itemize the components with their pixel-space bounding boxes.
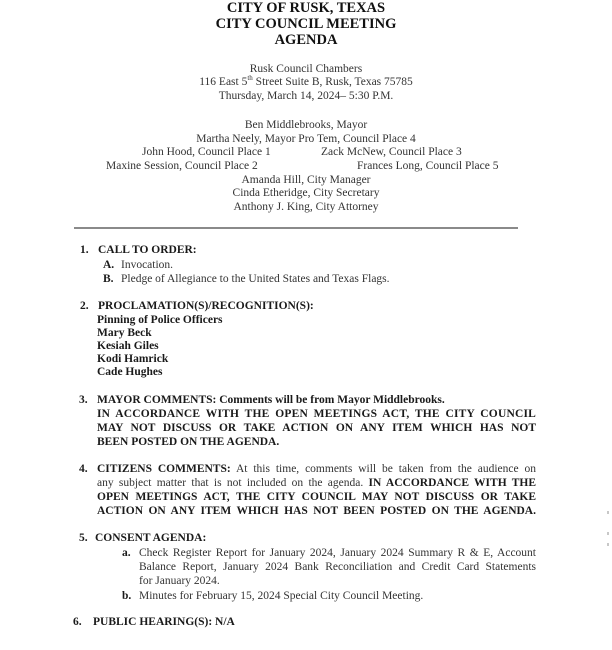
document-title-line-1: CITY OF RUSK, TEXAS: [226, 0, 386, 16]
item-4-line-3: OPEN MEETINGS ACT, THE CITY COUNCIL MAY NOT DISCUSS OR TAKE: [97, 491, 536, 503]
item-3-notice-line-3: BEEN POSTED ON THE AGENDA.: [97, 436, 280, 448]
scan-mark: [607, 543, 609, 546]
official-city-secretary: Cinda Etheridge, City Secretary: [232, 187, 380, 199]
item-4-number: 4.: [79, 463, 88, 475]
official-city-attorney: Anthony J. King, City Attorney: [233, 201, 379, 213]
item-3-heading-line: [97, 394, 445, 408]
official-place-1: John Hood, Council Place 1: [142, 146, 271, 158]
item-5b-text: Minutes for February 15, 2024 Special City Council Meeting.: [139, 590, 424, 602]
item-3-heading-rest: Comments will be from Mayor Middlebrooks.: [216, 394, 445, 406]
item-6-heading: PUBLIC HEARING(S): N/A: [93, 616, 235, 628]
official-place-3: Zack McNew, Council Place 3: [321, 146, 462, 158]
address-pre: 116 East 5: [199, 76, 248, 88]
item-1a-label: A.: [103, 259, 115, 271]
item-1b-label: B.: [103, 273, 114, 285]
item-4-line-1-text: At this time, comments will be taken from the audience on: [235, 463, 536, 475]
document-title-line-2: CITY COUNCIL MEETING: [215, 16, 397, 32]
official-city-manager: Amanda Hill, City Manager: [241, 174, 371, 186]
item-3-number: 3.: [79, 394, 88, 406]
official-place-2: Maxine Session, Council Place 2: [106, 160, 258, 172]
item-4-line-4: ACTION ON ANY ITEM WHICH HAS NOT BEEN POSTED ON THE AGENDA.: [97, 505, 536, 517]
item-1a-text: Invocation.: [121, 259, 174, 271]
item-3-notice-line-2: MAY NOT DISCUSS OR TAKE ACTION ON ANY ITEM WHICH HAS NOT: [97, 422, 536, 434]
item-5-heading: CONSENT AGENDA:: [95, 532, 207, 544]
official-place-5: Frances Long, Council Place 5: [357, 160, 499, 172]
item-5a-line-3: for January 2024.: [139, 575, 220, 587]
item-5a-label: a.: [122, 547, 131, 559]
item-2-line: Cade Hughes: [97, 366, 163, 378]
item-4-line-2: [97, 477, 536, 491]
item-2-line: Kesiah Giles: [97, 340, 159, 352]
meeting-datetime: Thursday, March 14, 2024– 5:30 P.M.: [218, 90, 394, 102]
item-3-heading: MAYOR COMMENTS:: [97, 394, 217, 406]
item-6-number: 6.: [73, 616, 82, 628]
item-4-line-1: [97, 463, 536, 477]
meeting-location: Rusk Council Chambers: [249, 63, 363, 75]
item-5a-line-1: Check Register Report for January 2024, January 2024 Summary R & E, Account: [139, 547, 536, 559]
item-1b-text: Pledge of Allegiance to the United States and Texas Flags.: [121, 273, 390, 285]
item-4-line-2-text: any subject matter that is not included on the agenda.: [97, 477, 364, 489]
item-2-heading: PROCLAMATION(S)/RECOGNITION(S):: [98, 300, 314, 312]
scan-mark: [607, 532, 609, 535]
scan-mark: [607, 511, 609, 514]
item-4-heading: CITIZENS COMMENTS:: [97, 463, 231, 475]
item-4-line-2-notice: IN ACCORDANCE WITH THE: [368, 477, 537, 489]
address-post: Street Suite B, Rusk, Texas 75785: [252, 76, 413, 88]
item-2-line: Pinning of Police Officers: [97, 314, 223, 326]
meeting-address: [0, 76, 612, 90]
official-mayor: Ben Middlebrooks, Mayor: [244, 119, 368, 131]
item-1-number: 1.: [80, 244, 89, 256]
item-3-notice-line-1: IN ACCORDANCE WITH THE OPEN MEETINGS ACT, THE CITY COUNCIL: [97, 408, 536, 420]
item-2-line: Mary Beck: [97, 327, 152, 339]
item-5a-line-2: Balance Report, January 2024 Bank Reconciliation and Credit Card Statements: [139, 561, 536, 573]
item-2-number: 2.: [80, 300, 89, 312]
document-title-line-3: AGENDA: [274, 32, 338, 48]
address-ordinal: th: [247, 74, 253, 82]
official-mayor-pro-tem: Martha Neely, Mayor Pro Tem, Council Place 4: [196, 133, 416, 145]
item-1-heading: CALL TO ORDER:: [98, 244, 197, 256]
item-5b-label: b.: [122, 590, 132, 602]
item-2-line: Kodi Hamrick: [97, 353, 169, 365]
header-divider: [74, 227, 518, 229]
item-5-number: 5.: [79, 532, 88, 544]
